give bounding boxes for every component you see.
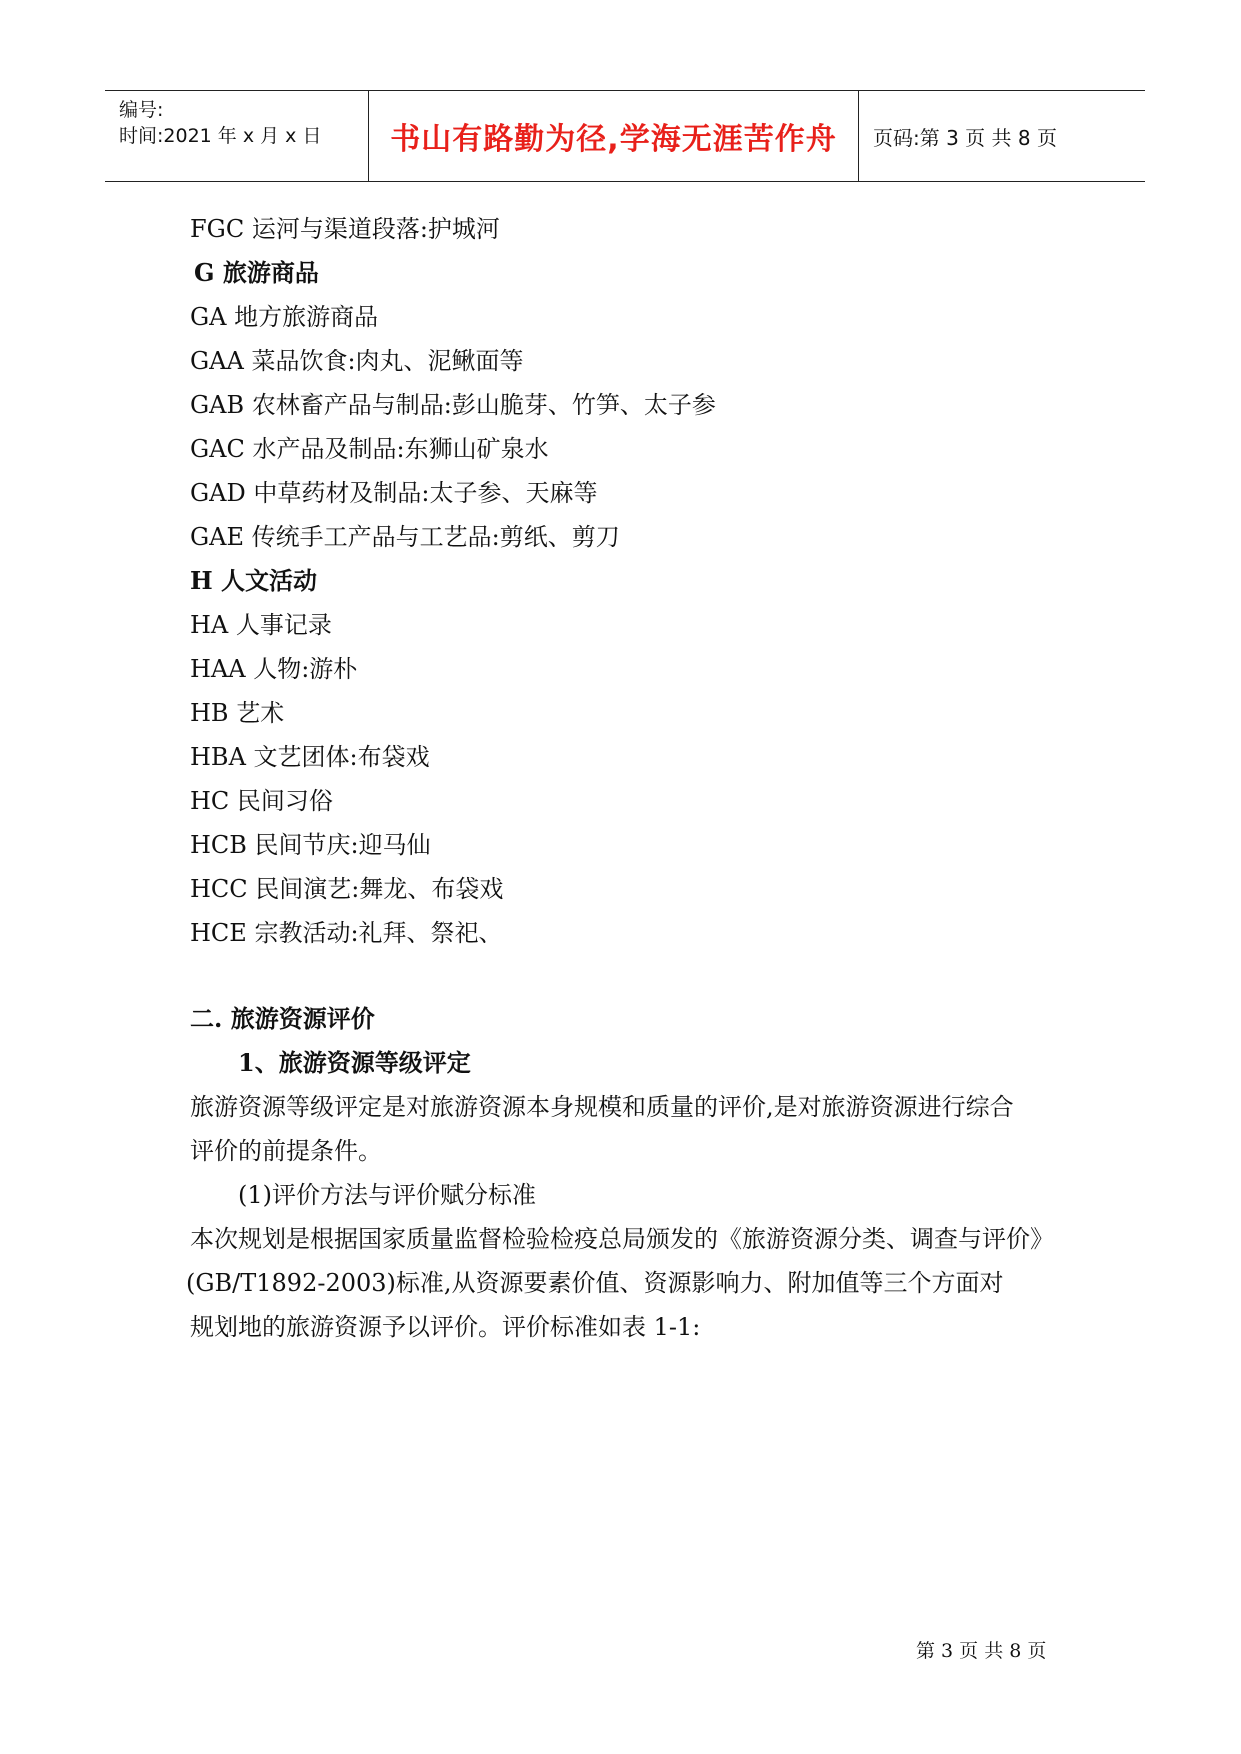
line-gac: GAC 水产品及制品:东狮山矿泉水 [190,435,549,463]
heading-g: G 旅游商品 [194,258,319,287]
doc-number-label: 编号: [119,99,164,121]
line-hba: HBA 文艺团体:布袋戏 [190,743,430,771]
page-header [105,90,1145,182]
paragraph-line-2: 评价的前提条件。 [190,1137,382,1165]
subsection-heading-1: 1、旅游资源等级评定 [238,1048,471,1077]
header-page-code: 页码:第 3 页 共 8 页 [873,125,1057,150]
section-heading-2: 二. 旅游资源评价 [190,1004,375,1033]
line-hcb: HCB 民间节庆:迎马仙 [190,831,431,859]
line-ga: GA 地方旅游商品 [190,303,379,331]
line-hc: HC 民间习俗 [190,787,333,815]
page-footer: 第 3 页 共 8 页 [916,1640,1047,1662]
line-ha: HA 人事记录 [190,611,332,639]
header-meta [105,91,369,181]
doc-time-label: 时间:2021 年 x 月 x 日 [119,125,322,147]
line-haa: HAA 人物:游朴 [190,655,358,683]
line-hb: HB 艺术 [190,699,285,727]
line-hcc: HCC 民间演艺:舞龙、布袋戏 [190,875,504,903]
line-gaa: GAA 菜品饮食:肉丸、泥鳅面等 [190,347,524,375]
header-motto: 书山有路勤为径,学海无涯苦作舟 [369,91,859,181]
subsection-heading-1-1: (1)评价方法与评价赋分标准 [238,1181,536,1209]
line-hce: HCE 宗教活动:礼拜、祭祀、 [190,919,503,947]
paragraph-line-5: 规划地的旅游资源予以评价。评价标准如表 1-1: [190,1313,701,1341]
heading-h: H 人文活动 [190,566,318,595]
line-gae: GAE 传统手工产品与工艺品:剪纸、剪刀 [190,523,620,551]
line-gab: GAB 农林畜产品与制品:彭山脆芽、竹笋、太子参 [190,391,716,419]
line-fgc: FGC 运河与渠道段落:护城河 [190,215,500,243]
line-gad: GAD 中草药材及制品:太子参、天麻等 [190,479,598,507]
paragraph-line-4: (GB/T1892-2003)标准,从资源要素价值、资源影响力、附加值等三个方面对 [186,1269,1004,1297]
paragraph-line-3: 本次规划是根据国家质量监督检验检疫总局颁发的《旅游资源分类、调查与评价》 [190,1225,1054,1253]
paragraph-line-1: 旅游资源等级评定是对旅游资源本身规模和质量的评价,是对旅游资源进行综合 [190,1093,1014,1121]
